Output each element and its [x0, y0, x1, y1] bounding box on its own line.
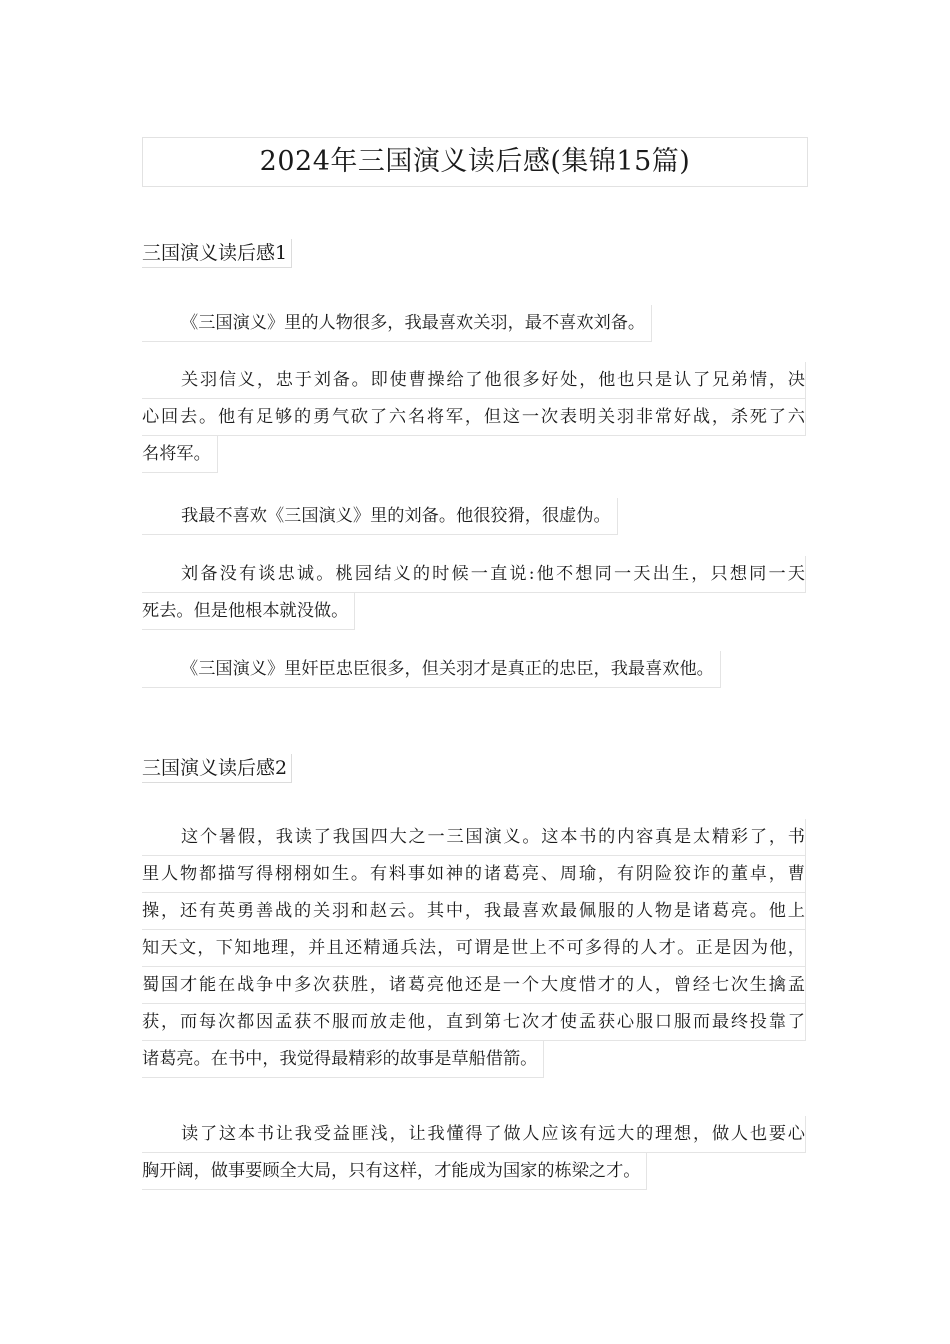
paragraph-line: 关羽信义，忠于刘备。即使曹操给了他很多好处，他也只是认了兄弟情，决 [142, 362, 806, 399]
paragraph-line: 胸开阔，做事要顾全大局，只有这样，才能成为国家的栋梁之才。 [142, 1153, 647, 1190]
paragraph-line: 操，还有英勇善战的关羽和赵云。其中，我最喜欢最佩服的人物是诸葛亮。他上 [142, 893, 806, 930]
paragraph-line: 这个暑假，我读了我国四大之一三国演义。这本书的内容真是太精彩了，书 [142, 819, 806, 856]
paragraph-line: 里人物都描写得栩栩如生。有料事如神的诸葛亮、周瑜，有阴险狡诈的董卓，曹 [142, 856, 806, 893]
paragraph-line: 死去。但是他根本就没做。 [142, 593, 355, 630]
paragraph [142, 556, 806, 644]
section-heading-2: 三国演义读后感2 [142, 754, 292, 783]
section-heading-1: 三国演义读后感1 [142, 239, 292, 268]
paragraph [142, 1116, 806, 1204]
paragraph [142, 305, 806, 356]
paragraph-line: 《三国演义》里奸臣忠臣很多，但关羽才是真正的忠臣，我最喜欢他。 [142, 651, 721, 688]
paragraph [142, 651, 806, 702]
paragraph-line: 蜀国才能在战争中多次获胜，诸葛亮他还是一个大度惜才的人，曾经七次生擒孟 [142, 967, 806, 1004]
document-title: 2024年三国演义读后感(集锦15篇) [142, 137, 808, 187]
paragraph-line: 我最不喜欢《三国演义》里的刘备。他很狡猾，很虚伪。 [142, 498, 618, 535]
paragraph-line: 刘备没有谈忠诚。桃园结义的时候一直说:他不想同一天出生，只想同一天 [142, 556, 806, 593]
paragraph-line: 读了这本书让我受益匪浅，让我懂得了做人应该有远大的理想，做人也要心 [142, 1116, 806, 1153]
paragraph-line: 诸葛亮。在书中，我觉得最精彩的故事是草船借箭。 [142, 1041, 544, 1078]
paragraph-line: 心回去。他有足够的勇气砍了六名将军，但这一次表明关羽非常好战，杀死了六 [142, 399, 806, 436]
paragraph-line: 《三国演义》里的人物很多，我最喜欢关羽，最不喜欢刘备。 [142, 305, 652, 342]
paragraph [142, 362, 806, 487]
paragraph-line: 名将军。 [142, 436, 218, 473]
paragraph [142, 498, 806, 549]
paragraph [142, 819, 806, 1092]
paragraph-line: 知天文，下知地理，并且还精通兵法，可谓是世上不可多得的人才。正是因为他， [142, 930, 806, 967]
paragraph-line: 获，而每次都因孟获不服而放走他，直到第七次才使孟获心服口服而最终投靠了 [142, 1004, 806, 1041]
